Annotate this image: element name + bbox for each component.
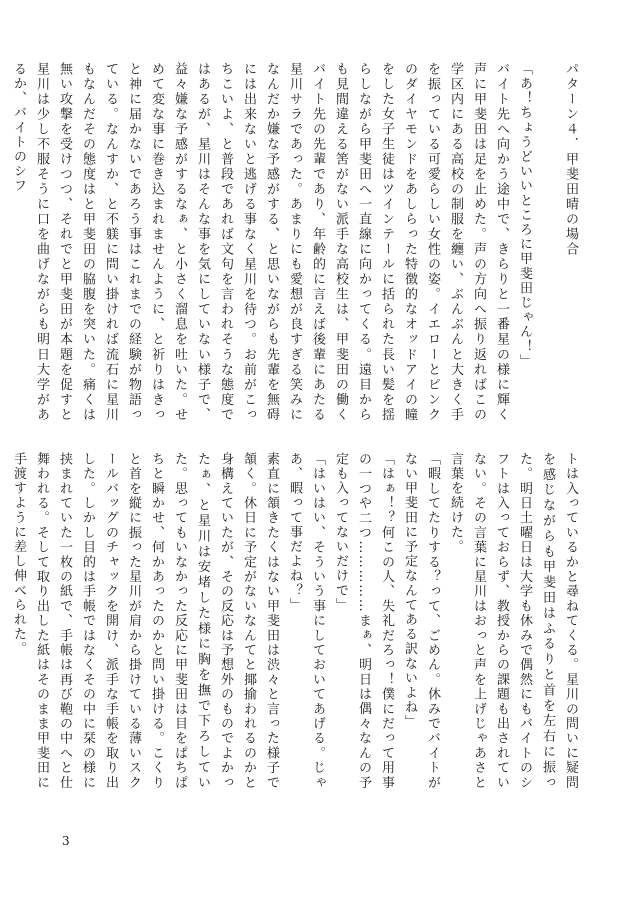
paragraph: 「あ！ちょうどいいところに甲斐田じゃん！」	[517, 62, 532, 369]
paragraph: バイト先へ向かう途中で、きらりと一番星の様に輝く声に甲斐田は足を止めた。声の方向へ振り返ればこの学区内にある高校の制服を纏い、ぶんぶんと大きく手を振っている可愛らしい女性の姿。イエローとピンクのダイヤモンドをあしらった特徴的なオッドアイの瞳をした女子生徒はツインテールに括られた長い髪を揺らしながら甲斐田へ一直線に向かってくる。遠目からも見間違える筈がない派手な高校生は、甲斐田の働くバイト先の先輩であり、年齢的に言えば後輩にあたる星川サラであった。あまりにも愛想が良すぎる笑みになんだか嫌な予感がする、と思いながらも先輩を無碍には出来ないと逃げる事なく星川を待つ。お前がこっちこいよ、と普段であれば文句を言われそうな態度ではあるが、星川はそんな事を気にしていない様子で、益々嫌な予感がするなぁ、と小さく溜息を吐いた。せめて変な事に巻き込まれませんように、と祈りはきっと神に届かないであろう事はこれまでの経験が物語っている。なんすか、と不躾に問い掛ければ流石に星川もなんだその態度はと甲斐田の脇腹を突いた。痛くは無い攻撃を受けつつ、それでと甲斐田が本題を促すと星川は少し不服そうに口を曲げながらも明日大学があるか、バイトのシフ	[11, 62, 509, 422]
paragraph: 「はいはい、そういう事にしておいてあげる。じゃあ、暇って事だよね？」	[287, 452, 325, 790]
section-heading: パターン４．甲斐田晴の場合	[563, 62, 578, 257]
paragraph: 「暇してたりする？って、ごめん。休みでバイトがない甲斐田に予定なんてある訳ないよね」	[402, 452, 440, 790]
upper-text-block	[11, 62, 582, 422]
page-number: 3	[62, 834, 70, 848]
paragraph: 「はぁ！？何この人、失礼だろっ！僕にだって用事の一つや二つ……………まぁ、明日は偶々なんの予定も入ってないだけで」	[333, 452, 394, 790]
lower-text-block	[11, 452, 582, 790]
paragraph: 素直に頷きたくはない甲斐田は渋々と言った様子で頷く。休日に予定がないなんてと揶揄われるのかと身構えていたが、その反応は予想外のものでよかったぁ、と星川は安堵した様に胸を撫で下ろしていた。思ってもいなかった反応に甲斐田は目をぱちぱちと瞬かせ、何かあったのかと問い掛ける。こくりと首を縦に振った星川が肩から掛けている薄いスクールバッグのチャックを開け、派手な手帳を取り出した。しかし目的は手帳ではなくその中に栞の様に挟まれていた一枚の紙で、手帳は再び鞄の中へと仕舞われる。そして取り出した紙はそのまま甲斐田に手渡すように差し伸べられた。	[11, 452, 279, 790]
paragraph: トは入っているかと尋ねてくる。星川の問いに疑問を感じながらも甲斐田はふるりと首を左右に振った。明日土曜日は大学も休みで偶然にもバイトのシフトは入っておらず、教授からの課題も出されていない。その言葉に星川はおっと声を上げじゃあさと言葉を続けた。	[448, 452, 578, 790]
